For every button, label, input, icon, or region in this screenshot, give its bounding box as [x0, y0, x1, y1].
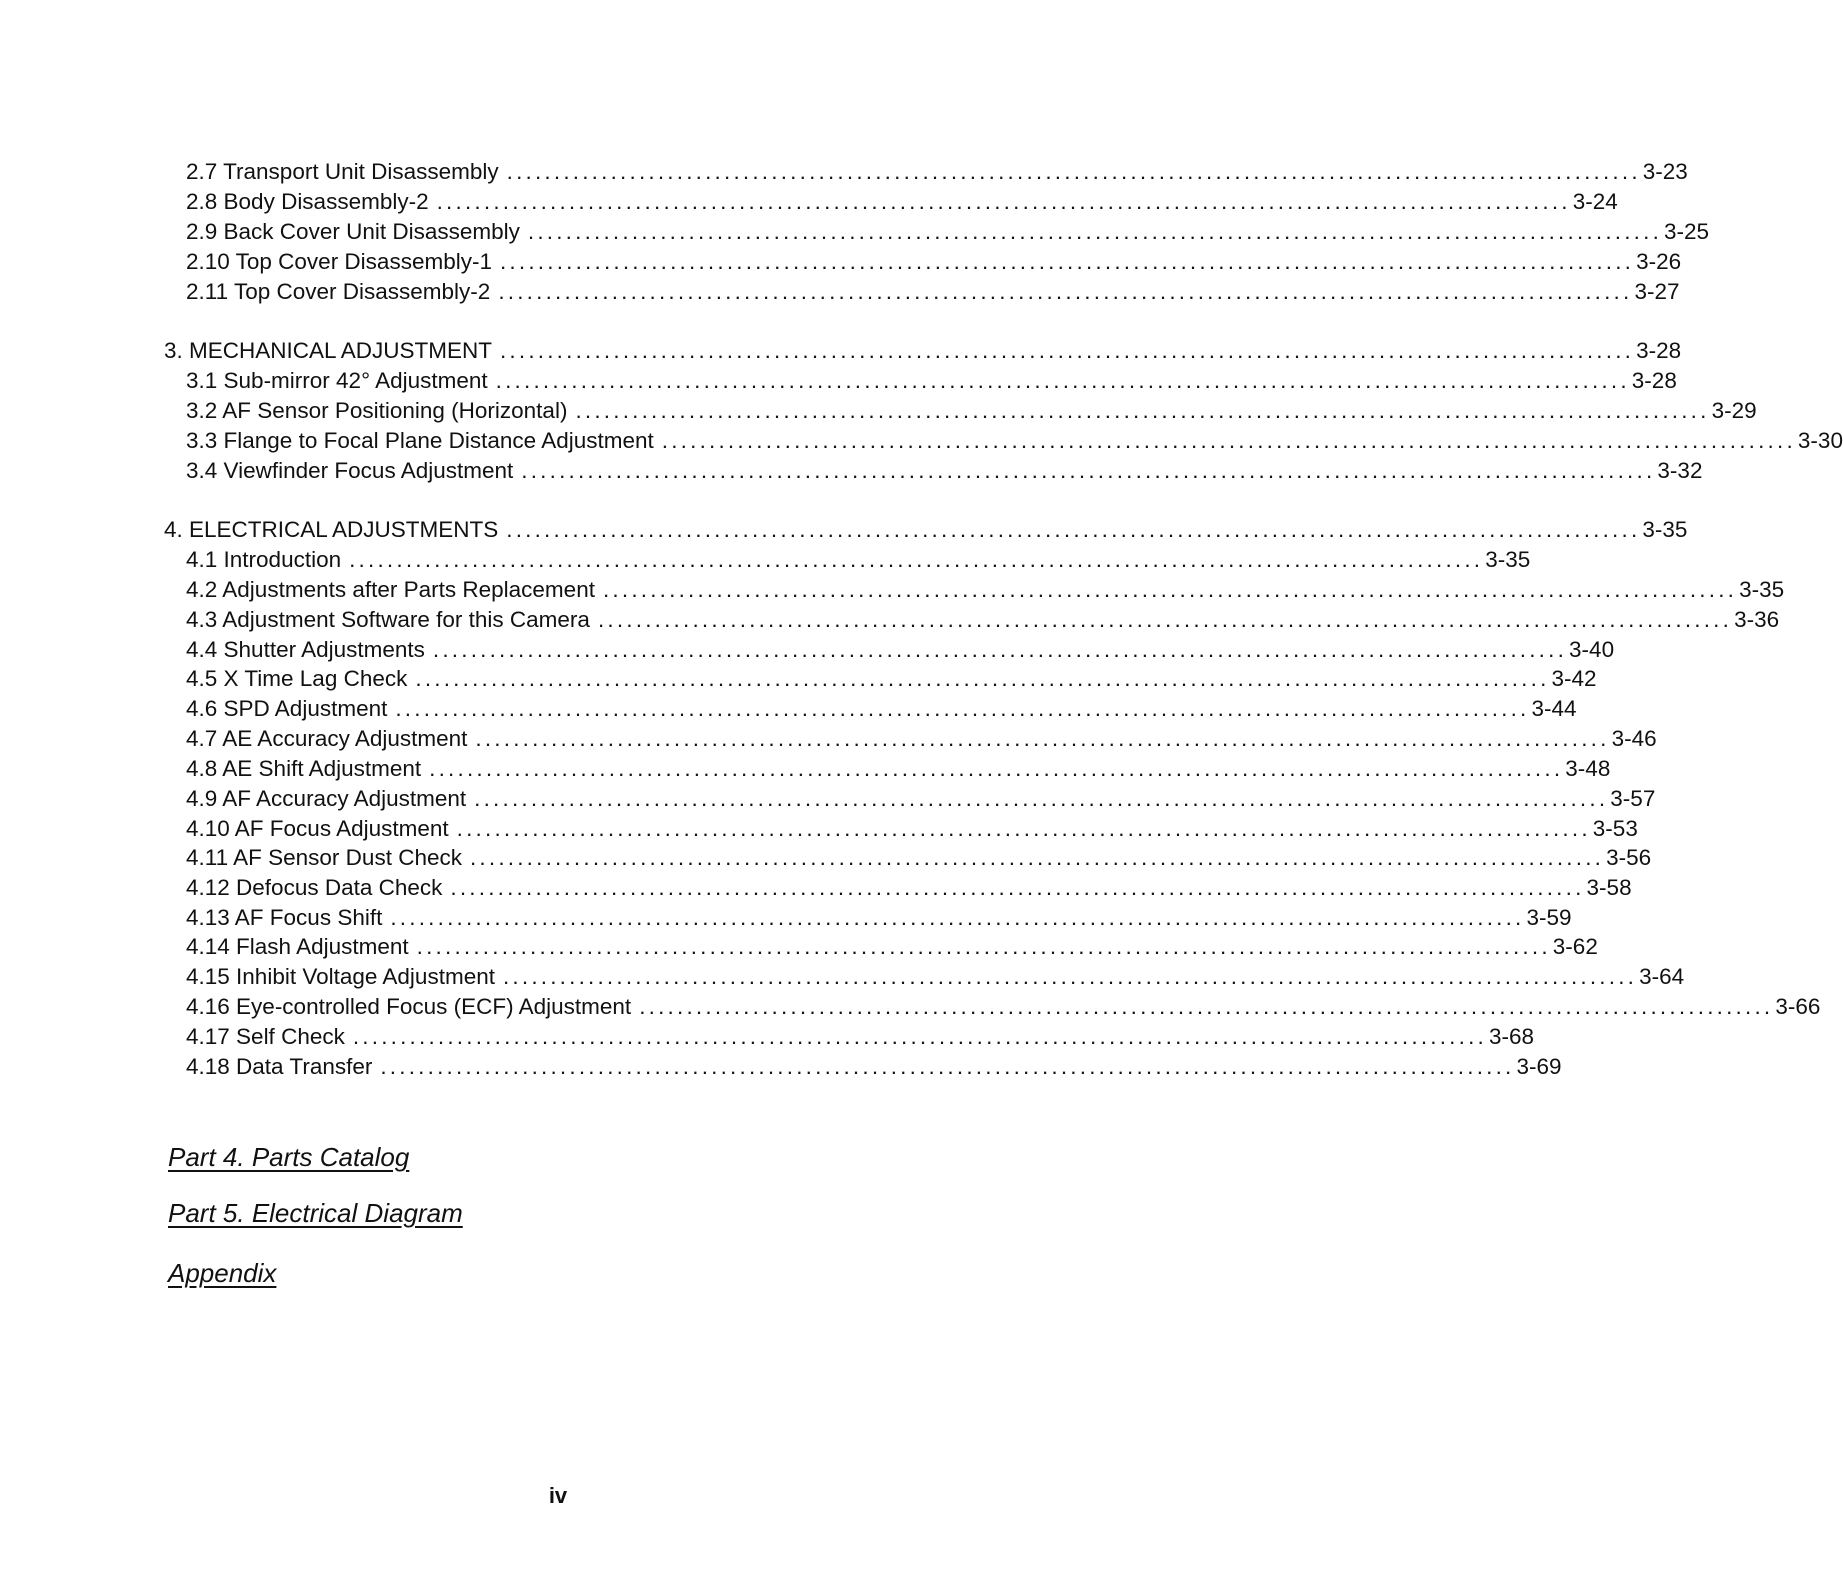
toc-entry-page: 3-23: [1642, 159, 1688, 184]
toc-entry-label: 4.3 Adjustment Software for this Camera: [186, 607, 590, 632]
toc-entry-page: 3-35: [1485, 547, 1531, 572]
toc-entry[interactable]: [186, 187, 1618, 217]
toc-entry[interactable]: [186, 784, 1656, 814]
dot-leader: ........................................................................................................................: [506, 159, 1641, 184]
toc-entry-page: 3-28: [1636, 338, 1682, 363]
toc-entry[interactable]: [186, 366, 1677, 396]
toc-entry-label: 2.10 Top Cover Disassembly-1: [186, 249, 492, 274]
toc-entry-page: 3-25: [1664, 219, 1710, 244]
toc-entry-label: 4.12 Defocus Data Check: [186, 875, 443, 900]
appendix-heading[interactable]: Appendix: [168, 1258, 277, 1288]
toc-entry[interactable]: [186, 456, 1703, 486]
toc-entry-label: 2.11 Top Cover Disassembly-2: [186, 279, 491, 304]
part-4-heading[interactable]: Part 4. Parts Catalog: [168, 1142, 410, 1172]
toc-entry-label: 4.7 AE Accuracy Adjustment: [186, 726, 468, 751]
toc-entry[interactable]: [186, 932, 1598, 962]
toc-entry[interactable]: [186, 754, 1611, 784]
toc-entry-page: 3-24: [1572, 189, 1618, 214]
dot-leader: ........................................................................................................................: [429, 756, 1564, 781]
toc-entry[interactable]: [186, 247, 1682, 277]
dot-leader: ........................................................................................................................: [436, 189, 1571, 214]
toc-entry-label: 4. ELECTRICAL ADJUSTMENTS: [164, 517, 499, 542]
dot-leader: ........................................................................................................................: [597, 607, 1733, 632]
toc-entry-label: 3.3 Flange to Focal Plane Distance Adjustment: [186, 428, 654, 453]
dot-leader: ........................................................................................................................: [502, 964, 1638, 989]
toc-entry-label: 4.5 X Time Lag Check: [186, 666, 408, 691]
toc-entry-page: 3-32: [1657, 458, 1703, 483]
toc-entry-label: 4.9 AF Accuracy Adjustment: [186, 786, 467, 811]
dot-leader: ........................................................................................................................: [380, 1054, 1515, 1079]
toc-entry[interactable]: [186, 903, 1572, 933]
toc-entry-label: 4.1 Introduction: [186, 547, 342, 572]
dot-leader: ........................................................................................................................: [416, 934, 1551, 959]
dot-leader: ........................................................................................................................: [575, 398, 1710, 423]
toc-entry-label: 4.2 Adjustments after Parts Replacement: [186, 577, 595, 602]
toc-entry-page: 3-69: [1516, 1054, 1562, 1079]
toc-entry-page: 3-48: [1565, 756, 1611, 781]
toc-entry[interactable]: [186, 814, 1638, 844]
dot-leader: ........................................................................................................................: [639, 994, 1774, 1019]
dot-leader: ........................................................................................................................: [661, 428, 1796, 453]
dot-leader: ........................................................................................................................: [521, 458, 1656, 483]
toc-entry[interactable]: [186, 992, 1821, 1022]
toc-entry[interactable]: [186, 1022, 1535, 1052]
toc-entry-page: 3-35: [1739, 577, 1785, 602]
toc-entry-page: 3-30: [1797, 428, 1843, 453]
dot-leader: ........................................................................................................................: [395, 696, 1530, 721]
toc-entry-page: 3-36: [1734, 607, 1780, 632]
toc-entry[interactable]: [186, 635, 1615, 665]
toc-entry-label: 3.4 Viewfinder Focus Adjustment: [186, 458, 514, 483]
toc-entry-label: 2.9 Back Cover Unit Disassembly: [186, 219, 520, 244]
toc-entry[interactable]: [186, 605, 1780, 635]
toc-entry[interactable]: [186, 873, 1632, 903]
toc-entry[interactable]: [186, 277, 1680, 307]
toc-entry-label: 4.17 Self Check: [186, 1024, 345, 1049]
toc-entry[interactable]: [186, 664, 1597, 694]
dot-leader: ........................................................................................................................: [450, 875, 1585, 900]
toc-entry-page: 3-46: [1611, 726, 1657, 751]
toc-entry[interactable]: [186, 396, 1757, 426]
toc-entry-page: 3-28: [1631, 368, 1677, 393]
toc-entry[interactable]: [186, 426, 1843, 456]
toc-section-heading[interactable]: [164, 515, 1688, 545]
dot-leader: ........................................................................................................................: [352, 1024, 1487, 1049]
toc-entry-page: 3-58: [1586, 875, 1632, 900]
toc-entry-label: 4.14 Flash Adjustment: [186, 934, 409, 959]
toc-entry-page: 3-68: [1489, 1024, 1535, 1049]
toc-entry-label: 4.13 AF Focus Shift: [186, 905, 383, 930]
toc-entry-page: 3-26: [1636, 249, 1682, 274]
toc-entry-page: 3-59: [1526, 905, 1572, 930]
toc-entry-label: 4.15 Inhibit Voltage Adjustment: [186, 964, 495, 989]
toc-entry-page: 3-42: [1551, 666, 1597, 691]
toc-entry-page: 3-40: [1569, 637, 1615, 662]
toc-entry[interactable]: [186, 962, 1685, 992]
toc-entry-label: 2.8 Body Disassembly-2: [186, 189, 429, 214]
dot-leader: ........................................................................................................................: [527, 219, 1663, 244]
toc-entry-page: 3-64: [1639, 964, 1685, 989]
toc-entry-label: 4.4 Shutter Adjustments: [186, 637, 425, 662]
toc-entry-label: 4.18 Data Transfer: [186, 1054, 373, 1079]
dot-leader: ........................................................................................................................: [415, 666, 1550, 691]
dot-leader: ........................................................................................................................: [495, 368, 1630, 393]
toc-entry[interactable]: [186, 694, 1577, 724]
dot-leader: ........................................................................................................................: [506, 517, 1641, 542]
toc-entry-page: 3-62: [1552, 934, 1598, 959]
dot-leader: ........................................................................................................................: [499, 338, 1635, 363]
toc-entry-label: 4.10 AF Focus Adjustment: [186, 816, 449, 841]
toc-entry[interactable]: [186, 724, 1657, 754]
toc-entry-label: 4.8 AE Shift Adjustment: [186, 756, 422, 781]
toc-entry[interactable]: [186, 217, 1710, 247]
toc-entry-page: 3-57: [1610, 786, 1656, 811]
toc-entry-label: 2.7 Transport Unit Disassembly: [186, 159, 499, 184]
dot-leader: ........................................................................................................................: [432, 637, 1568, 662]
dot-leader: ........................................................................................................................: [456, 816, 1591, 841]
toc-entry-page: 3-56: [1606, 845, 1652, 870]
dot-leader: ........................................................................................................................: [390, 905, 1525, 930]
toc-entry[interactable]: [186, 843, 1652, 873]
toc-entry[interactable]: [186, 1052, 1562, 1082]
toc-entry-label: 3.2 AF Sensor Positioning (Horizontal): [186, 398, 568, 423]
dot-leader: ........................................................................................................................: [469, 845, 1605, 870]
toc-entry-label: 4.16 Eye-controlled Focus (ECF) Adjustment: [186, 994, 632, 1019]
toc-entry-page: 3-29: [1711, 398, 1757, 423]
toc-entry-page: 3-53: [1592, 816, 1638, 841]
dot-leader: ........................................................................................................................: [602, 577, 1738, 602]
toc-entry-label: 3. MECHANICAL ADJUSTMENT: [164, 338, 492, 363]
toc-entry-label: 4.6 SPD Adjustment: [186, 696, 388, 721]
toc-entry-label: 3.1 Sub-mirror 42° Adjustment: [186, 368, 488, 393]
toc-entry-page: 3-35: [1642, 517, 1688, 542]
toc-entry[interactable]: [186, 575, 1785, 605]
toc-entry[interactable]: [186, 545, 1531, 575]
toc-entry-page: 3-44: [1531, 696, 1577, 721]
toc-entry-label: 4.11 AF Sensor Dust Check: [186, 845, 462, 870]
dot-leader: ........................................................................................................................: [499, 249, 1635, 274]
toc-entry-page: 3-66: [1775, 994, 1821, 1019]
toc-section-heading[interactable]: [164, 336, 1682, 366]
dot-leader: ........................................................................................................................: [349, 547, 1484, 572]
dot-leader: ........................................................................................................................: [474, 786, 1609, 811]
dot-leader: ........................................................................................................................: [498, 279, 1633, 304]
toc-entry[interactable]: [186, 157, 1688, 187]
part-5-heading[interactable]: Part 5. Electrical Diagram: [168, 1198, 463, 1228]
toc-entry-page: 3-27: [1634, 279, 1680, 304]
page-number: iv: [548, 1483, 568, 1508]
dot-leader: ........................................................................................................................: [475, 726, 1610, 751]
